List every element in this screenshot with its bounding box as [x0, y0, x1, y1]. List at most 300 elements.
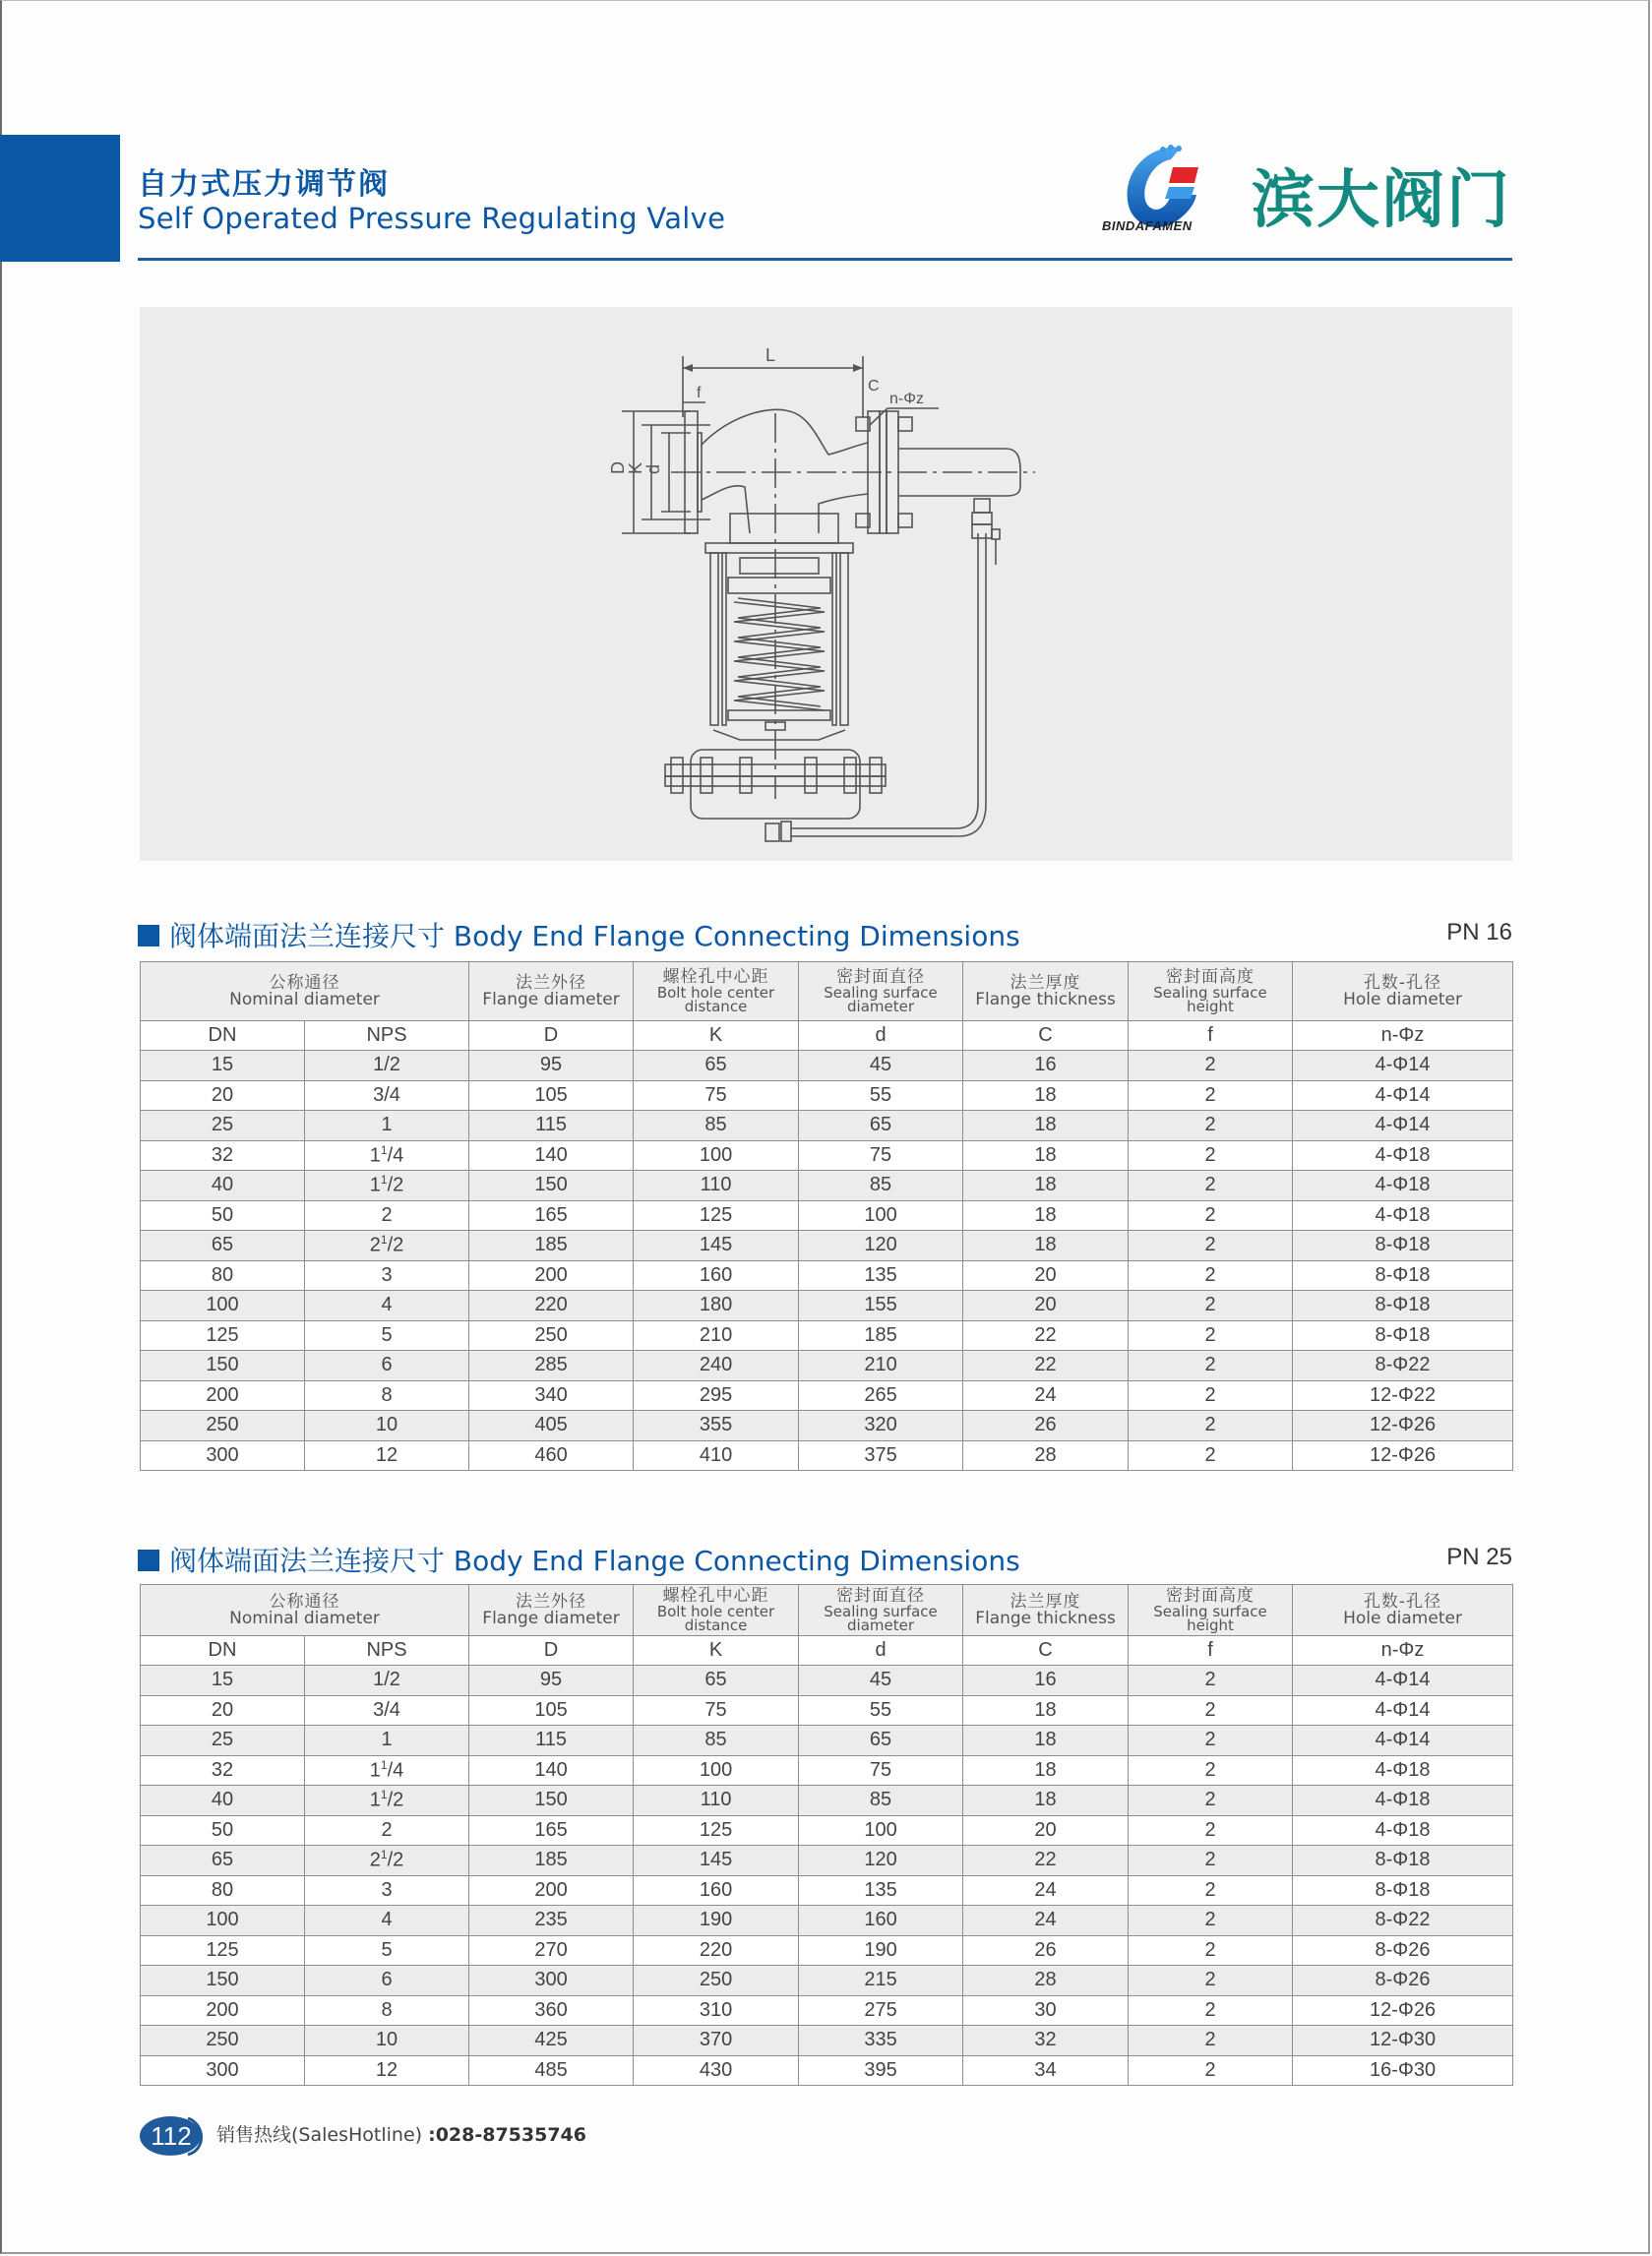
section-heading-text: 阀体端面法兰连接尺寸 Body End Flange Connecting Dimensions — [169, 1545, 1020, 1577]
table-header-row — [141, 962, 1513, 1021]
table-cell: 4-Φ14 — [1293, 1695, 1513, 1726]
table-cell: 32 — [141, 1140, 305, 1171]
table-cell: $2^1/2$ — [305, 1846, 469, 1876]
table-cell: 235 — [469, 1906, 634, 1936]
table-cell: 250 — [141, 2026, 305, 2056]
table-cell: 2 — [305, 1200, 469, 1231]
table-cell: 395 — [799, 2055, 963, 2086]
table-cell: 190 — [799, 1935, 963, 1966]
table-cell: 95 — [469, 1666, 634, 1696]
table-cell: 50 — [141, 1815, 305, 1846]
table-cell: 4-Φ18 — [1293, 1140, 1513, 1171]
table-cell: 210 — [799, 1351, 963, 1381]
col-header-flange-thickness: 法兰厚度 Flange thickness — [963, 1585, 1129, 1636]
table-cell: 10 — [305, 1411, 469, 1441]
table-cell: 120 — [799, 1231, 963, 1261]
table-cell: 285 — [469, 1351, 634, 1381]
table-cell: 1 — [305, 1726, 469, 1756]
table-cell: 4-Φ18 — [1293, 1755, 1513, 1786]
table-cell: 8-Φ26 — [1293, 1935, 1513, 1966]
table-cell: 2 — [1129, 1935, 1293, 1966]
table-cell: 65 — [799, 1111, 963, 1141]
table-cell: 8-Φ18 — [1293, 1875, 1513, 1906]
brand-logo-text: BINDAFAMEN — [1102, 218, 1193, 233]
table-cell: 65 — [141, 1231, 305, 1261]
table-cell: 24 — [963, 1380, 1129, 1411]
spring-icon — [734, 598, 825, 710]
table-cell: 4 — [305, 1291, 469, 1321]
brand-name: 滨大阀门 — [1252, 164, 1511, 237]
table-cell: 100 — [634, 1755, 799, 1786]
table-cell: 55 — [799, 1695, 963, 1726]
table-cell: 105 — [469, 1695, 634, 1726]
table-cell: 95 — [469, 1051, 634, 1081]
table-cell: 65 — [634, 1666, 799, 1696]
table-cell: 75 — [634, 1080, 799, 1111]
table-cell: 2 — [1129, 1906, 1293, 1936]
table-cell: 125 — [634, 1815, 799, 1846]
table-row — [141, 1080, 1513, 1111]
table-cell: 2 — [1129, 1411, 1293, 1441]
table-cell: 2 — [1129, 1815, 1293, 1846]
dim-label-K: K — [626, 461, 645, 474]
table-cell: 18 — [963, 1786, 1129, 1816]
table-cell: 12 — [305, 2055, 469, 2086]
table-cell: 2 — [1129, 2026, 1293, 2056]
symbol-cell: f — [1129, 1021, 1293, 1051]
table-cell: 2 — [1129, 1875, 1293, 1906]
table-cell: 370 — [634, 2026, 799, 2056]
dim-label-D: D — [608, 461, 628, 474]
table-cell: 65 — [799, 1726, 963, 1756]
col-header-flange-diameter: 法兰外径 Flange diameter — [469, 1585, 634, 1636]
table-row — [141, 1755, 1513, 1786]
table-cell: 150 — [141, 1351, 305, 1381]
table-cell: 250 — [469, 1320, 634, 1351]
table-cell: 15 — [141, 1666, 305, 1696]
col-header-hole-diameter: 孔数-孔径 Hole diameter — [1293, 962, 1513, 1021]
table-cell: 100 — [141, 1906, 305, 1936]
table-cell: 2 — [1129, 1966, 1293, 1996]
table-cell: 110 — [634, 1786, 799, 1816]
table-cell: 1/2 — [305, 1666, 469, 1696]
table-cell: 18 — [963, 1755, 1129, 1786]
table-cell: 45 — [799, 1666, 963, 1696]
col-header-bolt-hole: 螺栓孔中心距 Bolt hole center distance — [634, 962, 799, 1021]
col-header-nominal: 公称通径 Nominal diameter — [141, 1585, 469, 1636]
table-cell: 2 — [1129, 1786, 1293, 1816]
table-cell: 185 — [469, 1231, 634, 1261]
table-row — [141, 1171, 1513, 1201]
table-symbol-row — [141, 1636, 1513, 1666]
table-cell: 8-Φ18 — [1293, 1320, 1513, 1351]
symbol-cell: n-Φz — [1293, 1021, 1513, 1051]
col-header-nominal: 公称通径 Nominal diameter — [141, 962, 469, 1021]
table-cell: 2 — [1129, 1260, 1293, 1291]
table-row — [141, 2055, 1513, 2086]
table-row — [141, 1380, 1513, 1411]
table-row — [141, 1906, 1513, 1936]
section-bullet-icon — [138, 925, 159, 946]
table-cell: 135 — [799, 1260, 963, 1291]
table-cell: 12-Φ30 — [1293, 2026, 1513, 2056]
symbol-cell: NPS — [305, 1636, 469, 1666]
table-cell: 100 — [799, 1200, 963, 1231]
table-cell: 80 — [141, 1260, 305, 1291]
header-accent-block — [0, 135, 120, 262]
table-cell: 18 — [963, 1140, 1129, 1171]
table-cell: 2 — [1129, 1231, 1293, 1261]
table-cell: 2 — [1129, 1291, 1293, 1321]
table-cell: 20 — [963, 1291, 1129, 1321]
table-cell: 335 — [799, 2026, 963, 2056]
table-cell: 115 — [469, 1111, 634, 1141]
table-cell: 1 — [305, 1111, 469, 1141]
table-cell: 20 — [963, 1815, 1129, 1846]
table-row — [141, 1200, 1513, 1231]
table-cell: 2 — [1129, 1846, 1293, 1876]
table-row — [141, 1875, 1513, 1906]
table-cell: 24 — [963, 1875, 1129, 1906]
table-row — [141, 1140, 1513, 1171]
table-cell: 485 — [469, 2055, 634, 2086]
col-header-sealing-height: 密封面高度 Sealing surface height — [1129, 1585, 1293, 1636]
table-cell: 295 — [634, 1380, 799, 1411]
table-cell: 2 — [1129, 2055, 1293, 2086]
table-cell: 2 — [305, 1815, 469, 1846]
table-row — [141, 1411, 1513, 1441]
table-cell: 8-Φ18 — [1293, 1260, 1513, 1291]
table-cell: 45 — [799, 1051, 963, 1081]
table-cell: 2 — [1129, 1171, 1293, 1201]
table-row — [141, 2026, 1513, 2056]
table-cell: 4 — [305, 1906, 469, 1936]
table-cell: 150 — [141, 1966, 305, 1996]
table-cell: 5 — [305, 1935, 469, 1966]
table-cell: 15 — [141, 1051, 305, 1081]
table-cell: 8-Φ22 — [1293, 1906, 1513, 1936]
table-cell: 2 — [1129, 1080, 1293, 1111]
table-cell: 275 — [799, 1995, 963, 2026]
symbol-cell: D — [469, 1021, 634, 1051]
table-cell: 430 — [634, 2055, 799, 2086]
symbol-cell: C — [963, 1021, 1129, 1051]
table-cell: 2 — [1129, 1695, 1293, 1726]
symbol-cell: NPS — [305, 1021, 469, 1051]
table-cell: 4-Φ14 — [1293, 1051, 1513, 1081]
table-row — [141, 1440, 1513, 1471]
table-row — [141, 1695, 1513, 1726]
table-cell: 3 — [305, 1875, 469, 1906]
table-cell: 16 — [963, 1051, 1129, 1081]
table-cell: 75 — [799, 1140, 963, 1171]
table-cell: 8 — [305, 1380, 469, 1411]
table-cell: 18 — [963, 1726, 1129, 1756]
symbol-cell: f — [1129, 1636, 1293, 1666]
col-header-sealing-height: 密封面高度 Sealing surface height — [1129, 962, 1293, 1021]
table-cell: 320 — [799, 1411, 963, 1441]
table-cell: 28 — [963, 1440, 1129, 1471]
table-cell: 105 — [469, 1080, 634, 1111]
table-header-row — [141, 1585, 1513, 1636]
table-cell: 20 — [963, 1260, 1129, 1291]
table-cell: 18 — [963, 1080, 1129, 1111]
section-heading-pn16 — [138, 915, 1020, 954]
table-cell: 85 — [799, 1786, 963, 1816]
table-cell: 22 — [963, 1846, 1129, 1876]
table-cell: 80 — [141, 1875, 305, 1906]
table-cell: 160 — [634, 1260, 799, 1291]
dim-label-d: d — [643, 463, 663, 474]
table-cell: 34 — [963, 2055, 1129, 2086]
table-cell: 2 — [1129, 1666, 1293, 1696]
symbol-cell: D — [469, 1636, 634, 1666]
table-cell: 16-Φ30 — [1293, 2055, 1513, 2086]
table-cell: 4-Φ18 — [1293, 1171, 1513, 1201]
symbol-cell: DN — [141, 1636, 305, 1666]
table-cell: 115 — [469, 1726, 634, 1756]
table-cell: 65 — [141, 1846, 305, 1876]
table-cell: 405 — [469, 1411, 634, 1441]
table-cell: 5 — [305, 1320, 469, 1351]
table-cell: 65 — [634, 1051, 799, 1081]
table-row — [141, 1666, 1513, 1696]
dim-label-L: L — [765, 345, 776, 365]
hotline-number: :028-87535746 — [428, 2124, 586, 2146]
table-cell: $1^1/4$ — [305, 1140, 469, 1171]
table-cell: 8 — [305, 1995, 469, 2026]
hotline-label: 销售热线(SalesHotline) — [216, 2124, 423, 2146]
table-cell: 100 — [141, 1291, 305, 1321]
symbol-cell: n-Φz — [1293, 1636, 1513, 1666]
table-cell: 2 — [1129, 1755, 1293, 1786]
pressure-class-label: PN 25 — [1446, 1544, 1512, 1570]
table-cell: 135 — [799, 1875, 963, 1906]
table-cell: 32 — [963, 2026, 1129, 2056]
table-cell: 8-Φ26 — [1293, 1966, 1513, 1996]
table-cell: 12-Φ22 — [1293, 1380, 1513, 1411]
table-row — [141, 1051, 1513, 1081]
table-cell: 2 — [1129, 1140, 1293, 1171]
table-row — [141, 1935, 1513, 1966]
table-cell: 190 — [634, 1906, 799, 1936]
table-cell: 270 — [469, 1935, 634, 1966]
table-row — [141, 1260, 1513, 1291]
table-cell: 310 — [634, 1995, 799, 2026]
table-cell: 200 — [469, 1260, 634, 1291]
table-cell: 18 — [963, 1231, 1129, 1261]
table-cell: 4-Φ18 — [1293, 1786, 1513, 1816]
table-cell: 100 — [634, 1140, 799, 1171]
table-row — [141, 1995, 1513, 2026]
table-cell: $1^1/2$ — [305, 1786, 469, 1816]
table-cell: 1/2 — [305, 1051, 469, 1081]
page-number: 112 — [151, 2121, 192, 2151]
table-cell: 300 — [141, 1440, 305, 1471]
table-cell: 40 — [141, 1171, 305, 1201]
table-cell: 3 — [305, 1260, 469, 1291]
table-cell: 2 — [1129, 1995, 1293, 2026]
table-cell: 3/4 — [305, 1080, 469, 1111]
table-cell: 300 — [141, 2055, 305, 2086]
table-cell: 185 — [469, 1846, 634, 1876]
table-cell: 215 — [799, 1966, 963, 1996]
table-cell: 220 — [634, 1935, 799, 1966]
table-cell: 160 — [634, 1875, 799, 1906]
table-cell: 22 — [963, 1351, 1129, 1381]
table-cell: 18 — [963, 1200, 1129, 1231]
table-cell: 2 — [1129, 1726, 1293, 1756]
table-cell: 165 — [469, 1815, 634, 1846]
table-row — [141, 1320, 1513, 1351]
col-header-hole-diameter: 孔数-孔径 Hole diameter — [1293, 1585, 1513, 1636]
table-cell: 4-Φ14 — [1293, 1111, 1513, 1141]
table-row — [141, 1846, 1513, 1876]
table-cell: 32 — [141, 1755, 305, 1786]
table-cell: 155 — [799, 1291, 963, 1321]
table-cell: 460 — [469, 1440, 634, 1471]
table-cell: 120 — [799, 1846, 963, 1876]
symbol-cell: C — [963, 1636, 1129, 1666]
table-row — [141, 1815, 1513, 1846]
table-cell: 75 — [799, 1755, 963, 1786]
table-cell: 6 — [305, 1351, 469, 1381]
table-cell: 24 — [963, 1906, 1129, 1936]
table-row — [141, 1351, 1513, 1381]
dim-label-holes: n-Φz — [889, 391, 924, 407]
table-cell: 300 — [469, 1966, 634, 1996]
table-cell: 22 — [963, 1320, 1129, 1351]
table-row — [141, 1966, 1513, 1996]
table-cell: 3/4 — [305, 1695, 469, 1726]
table-cell: 12-Φ26 — [1293, 1440, 1513, 1471]
table-cell: 125 — [634, 1200, 799, 1231]
table-cell: 12-Φ26 — [1293, 1995, 1513, 2026]
table-cell: $1^1/2$ — [305, 1171, 469, 1201]
table-cell: 85 — [799, 1171, 963, 1201]
sales-hotline — [216, 2120, 586, 2147]
table-cell: 6 — [305, 1966, 469, 1996]
table-cell: 140 — [469, 1755, 634, 1786]
table-body — [141, 1051, 1513, 1471]
table-cell: 28 — [963, 1966, 1129, 1996]
table-row — [141, 1231, 1513, 1261]
table-cell: 18 — [963, 1695, 1129, 1726]
table-cell: 4-Φ18 — [1293, 1200, 1513, 1231]
table-cell: 145 — [634, 1846, 799, 1876]
table-cell: 2 — [1129, 1380, 1293, 1411]
table-cell: 265 — [799, 1380, 963, 1411]
table-cell: 210 — [634, 1320, 799, 1351]
table-row — [141, 1786, 1513, 1816]
table-cell: 2 — [1129, 1351, 1293, 1381]
table-cell: 12-Φ26 — [1293, 1411, 1513, 1441]
table-cell: 50 — [141, 1200, 305, 1231]
symbol-cell: d — [799, 1636, 963, 1666]
table-cell: 250 — [141, 1411, 305, 1441]
section-bullet-icon — [138, 1550, 159, 1571]
table-cell: 4-Φ14 — [1293, 1080, 1513, 1111]
table-body — [141, 1666, 1513, 2086]
table-cell: 2 — [1129, 1320, 1293, 1351]
col-header-flange-thickness: 法兰厚度 Flange thickness — [963, 962, 1129, 1021]
table-cell: 20 — [141, 1080, 305, 1111]
symbol-cell: K — [634, 1636, 799, 1666]
table-cell: 140 — [469, 1140, 634, 1171]
header-divider — [138, 258, 1512, 261]
table-cell: 18 — [963, 1171, 1129, 1201]
table-cell: 150 — [469, 1786, 634, 1816]
section-heading-pn25 — [138, 1540, 1020, 1579]
table-cell: 75 — [634, 1695, 799, 1726]
table-cell: 20 — [141, 1695, 305, 1726]
table-cell: 8-Φ22 — [1293, 1351, 1513, 1381]
table-cell: 125 — [141, 1935, 305, 1966]
page-title-cn: 自力式压力调节阀 — [138, 167, 390, 202]
table-cell: $2^1/2$ — [305, 1231, 469, 1261]
page-title-en: Self Operated Pressure Regulating Valve — [138, 202, 726, 235]
table-cell: 4-Φ18 — [1293, 1815, 1513, 1846]
table-cell: 220 — [469, 1291, 634, 1321]
table-cell: 85 — [634, 1726, 799, 1756]
table-cell: 150 — [469, 1171, 634, 1201]
symbol-cell: d — [799, 1021, 963, 1051]
section-heading-text: 阀体端面法兰连接尺寸 Body End Flange Connecting Dimensions — [169, 920, 1020, 952]
col-header-sealing-diameter: 密封面直径 Sealing surface diameter — [799, 962, 963, 1021]
table-cell: 360 — [469, 1995, 634, 2026]
table-cell: 200 — [469, 1875, 634, 1906]
table-cell: 16 — [963, 1666, 1129, 1696]
symbol-cell: K — [634, 1021, 799, 1051]
table-cell: 410 — [634, 1440, 799, 1471]
table-cell: 2 — [1129, 1051, 1293, 1081]
table-cell: 180 — [634, 1291, 799, 1321]
table-symbol-row — [141, 1021, 1513, 1051]
table-row — [141, 1291, 1513, 1321]
table-cell: 40 — [141, 1786, 305, 1816]
flange-dimensions-table-pn25 — [140, 1584, 1513, 2086]
col-header-bolt-hole: 螺栓孔中心距 Bolt hole center distance — [634, 1585, 799, 1636]
valve-technical-drawing — [140, 307, 1512, 861]
table-cell: 30 — [963, 1995, 1129, 2026]
table-cell: 4-Φ14 — [1293, 1666, 1513, 1696]
table-cell: 100 — [799, 1815, 963, 1846]
table-cell: 8-Φ18 — [1293, 1291, 1513, 1321]
dim-label-C: C — [868, 378, 880, 395]
table-row — [141, 1111, 1513, 1141]
table-cell: 125 — [141, 1320, 305, 1351]
pressure-class-label: PN 16 — [1446, 919, 1512, 945]
table-cell: 165 — [469, 1200, 634, 1231]
table-cell: 185 — [799, 1320, 963, 1351]
table-cell: 25 — [141, 1726, 305, 1756]
col-header-sealing-diameter: 密封面直径 Sealing surface diameter — [799, 1585, 963, 1636]
table-cell: 26 — [963, 1411, 1129, 1441]
table-cell: 240 — [634, 1351, 799, 1381]
dim-label-f: f — [697, 385, 702, 401]
table-cell: $1^1/4$ — [305, 1755, 469, 1786]
table-cell: 145 — [634, 1231, 799, 1261]
table-cell: 110 — [634, 1171, 799, 1201]
table-cell: 375 — [799, 1440, 963, 1471]
table-cell: 18 — [963, 1111, 1129, 1141]
col-header-flange-diameter: 法兰外径 Flange diameter — [469, 962, 634, 1021]
table-cell: 160 — [799, 1906, 963, 1936]
table-cell: 8-Φ18 — [1293, 1846, 1513, 1876]
table-cell: 12 — [305, 1440, 469, 1471]
table-row — [141, 1726, 1513, 1756]
table-cell: 200 — [141, 1995, 305, 2026]
